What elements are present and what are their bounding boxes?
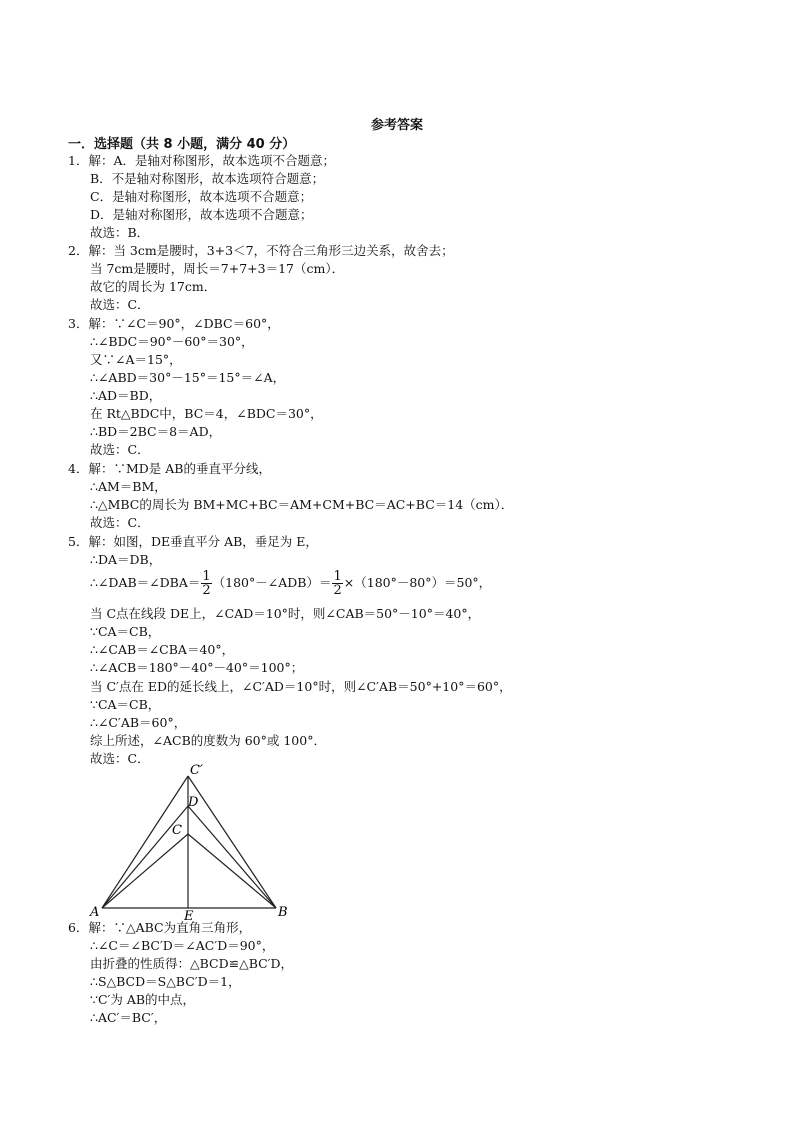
- q2-answer: 故选：C．: [90, 297, 150, 312]
- q1-line: C．是轴对称图形，故本选项不合题意；: [90, 189, 313, 204]
- q3-line: 又∵∠A＝15°，: [90, 352, 182, 367]
- q4-line: ∴△MBC的周长为 BM+MC+BC＝AM+CM+BC＝AC+BC＝14（cm）．: [90, 497, 514, 512]
- label-c: C: [172, 823, 182, 838]
- q2-line: 故它的周长为 17cm．: [90, 279, 217, 294]
- q3-line: 在 Rt△BDC中，BC＝4，∠BDC＝30°，: [90, 406, 323, 421]
- geometry-figure: [80, 760, 300, 920]
- q2-line: 当 7cm是腰时，周长＝7+7+3＝17（cm）．: [90, 261, 345, 276]
- q5-line: ∴∠CAB＝∠CBA＝40°，: [90, 642, 235, 657]
- section-heading: 一．选择题（共 8 小题，满分 40 分）: [68, 137, 296, 152]
- q5-formula: [90, 568, 491, 598]
- fraction: [332, 570, 342, 597]
- segment-b-c-prime: [188, 776, 276, 908]
- q3-line: ∴BD＝2BC＝8＝AD，: [90, 424, 222, 439]
- q6-line: 由折叠的性质得：△BCD≌△BC′D，: [90, 956, 294, 971]
- label-d: D: [188, 795, 199, 810]
- q5-line: ∴∠C′AB＝60°，: [90, 715, 187, 730]
- segment-bc: [188, 834, 276, 908]
- label-c-prime: C′: [190, 763, 203, 778]
- q5-answer: 故选：C．: [90, 751, 150, 766]
- q5-line: ∵CA＝CB，: [90, 697, 161, 712]
- q5-line: 当 C′点在 ED的延长线上，∠C′AD＝10°时，则∠C′AB＝50°+10°＝60°，: [90, 679, 512, 694]
- page-title: 参考答案: [370, 118, 423, 133]
- q1-line: B．不是轴对称图形，故本选项符合题意；: [90, 171, 325, 186]
- fraction-numerator: 1: [333, 569, 342, 584]
- q4-line: 4．解：∵MD是 AB的垂直平分线，: [68, 461, 271, 476]
- q2-line: 2．解：当 3cm是腰时，3+3＜7，不符合三角形三边关系，故舍去；: [68, 243, 454, 258]
- formula-middle: （180°－∠ADB）＝: [212, 575, 332, 590]
- q3-line: 3．解：∵∠C＝90°，∠DBC＝60°，: [68, 316, 280, 331]
- q4-answer: 故选：C．: [90, 515, 150, 530]
- q5-line: 当 C点在线段 DE上，∠CAD＝10°时，则∠CAB＝50°－10°＝40°，: [90, 606, 481, 621]
- fraction-numerator: 1: [202, 569, 211, 584]
- q3-line: ∴∠BDC＝90°－60°＝30°，: [90, 334, 254, 349]
- formula-suffix: ×（180°－80°）＝50°，: [343, 575, 492, 590]
- label-a: A: [90, 905, 100, 920]
- q6-line: 6．解：∵△ABC为直角三角形，: [68, 920, 252, 935]
- fraction: [201, 570, 211, 597]
- fraction-denominator: 2: [333, 583, 342, 598]
- segment-ad: [102, 806, 188, 908]
- q3-line: ∴AD＝BD，: [90, 388, 162, 403]
- q6-line: ∵C′为 AB的中点，: [90, 992, 196, 1007]
- q5-line: ∴∠ACB＝180°－40°－40°＝100°；: [90, 660, 304, 675]
- q1-line: D．是轴对称图形，故本选项不合题意；: [90, 207, 313, 222]
- fraction-denominator: 2: [202, 583, 211, 598]
- q6-line: ∴AC′＝BC′，: [90, 1010, 167, 1025]
- segment-ac: [102, 834, 188, 908]
- segment-a-c-prime: [102, 776, 188, 908]
- q4-line: ∴AM＝BM，: [90, 479, 167, 494]
- label-e: E: [184, 909, 194, 920]
- q6-line: ∴∠C＝∠BC′D＝∠AC′D＝90°，: [90, 938, 275, 953]
- q1-line: 1．解：A．是轴对称图形，故本选项不合题意；: [68, 153, 335, 168]
- q3-line: ∴∠ABD＝30°－15°＝15°＝∠A，: [90, 370, 286, 385]
- q5-line: ∵CA＝CB，: [90, 624, 161, 639]
- q5-line: ∴DA＝DB，: [90, 552, 162, 567]
- label-b: B: [278, 905, 288, 920]
- q5-line: 5．解：如图，DE垂直平分 AB，垂足为 E，: [68, 534, 318, 549]
- q3-answer: 故选：C．: [90, 442, 150, 457]
- q5-line: 综上所述，∠ACB的度数为 60°或 100°．: [90, 733, 326, 748]
- q1-answer: 故选：B．: [90, 225, 150, 240]
- segment-bd: [188, 806, 276, 908]
- q6-line: ∴S△BCD＝S△BC′D＝1，: [90, 974, 241, 989]
- formula-prefix: ∴∠DAB＝∠DBA＝: [90, 575, 201, 590]
